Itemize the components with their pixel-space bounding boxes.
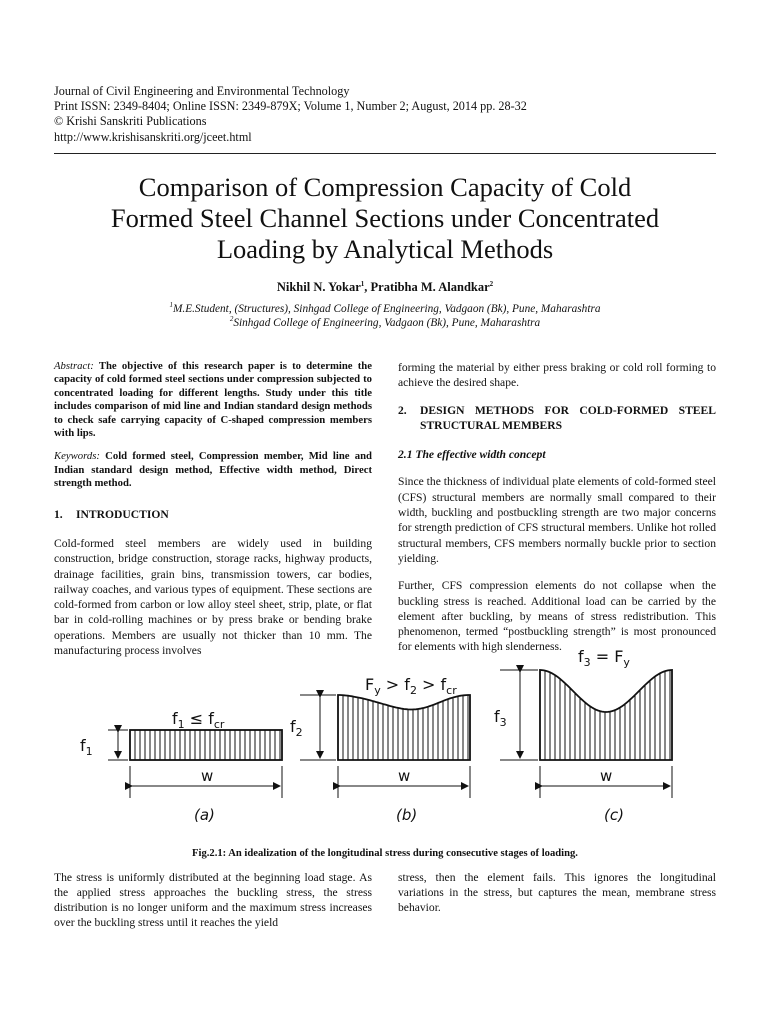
effective-width-paragraph-2: Further, CFS compression elements do not collapse when the buckling stress is reached. Additional load can be carried by the element after buckling, by means of stress redistribution. This phenomenon, termed “postbuckling strength” is most pronounced for elements with high slenderness.	[398, 579, 716, 654]
panel-a-w-label: w	[201, 767, 214, 785]
panel-c-stress-label: $f_3 = F_y$	[578, 647, 630, 669]
section-heading-design-methods	[398, 403, 716, 434]
section-number: 2.	[398, 403, 407, 417]
bottom-left-paragraph: The stress is uniformly distributed at the beginning load stage. As the applied stress approaches the buckling stress, the stress distribution is no longer uniform and the maximum stress increases over the buckling stress until it reaches the yield	[54, 871, 372, 929]
section-title: DESIGN METHODS FOR COLD-FORMED STEEL STRUCTURAL MEMBERS	[420, 403, 716, 432]
affiliation-2-text: Sinhgad College of Engineering, Vadgaon (Bk), Pune, Maharashtra	[233, 316, 541, 329]
panel-a-diagram	[80, 709, 282, 824]
affiliation-1	[54, 303, 716, 317]
title-line-1: Comparison of Compression Capacity of Cold	[138, 172, 632, 202]
author-2-sup: 2	[489, 279, 494, 288]
panel-b-w-label: w	[398, 767, 411, 785]
keywords-label: Keywords:	[54, 450, 100, 463]
author-2: Pratibha M. Alandkar	[370, 280, 490, 294]
author-separator: ,	[364, 280, 371, 294]
introduction-paragraph: Cold-formed steel members are widely used in building construction, bridge construction, storage racks, highway products, drainage facilities, grain bins, transmission towers, car bodies, railway coaches, and various types of equipment. These sections are cold-formed from carbon or low alloy steel sheet, strip, plate, or flat bar in cold-rolling machines or by press brake or bending brake operations. Members are usually not thicker than 10 mm. The manufacturing process involves	[54, 536, 372, 658]
affiliations	[54, 303, 716, 330]
abstract-label: Abstract:	[54, 360, 94, 372]
journal-header	[54, 84, 527, 145]
affiliation-2-sup: 2	[229, 314, 234, 323]
affiliation-2	[54, 314, 716, 331]
bottom-right-paragraph: stress, then the element fails. This ignores the longitudinal variations in the stress, but captures the mean, membrane stress behavior.	[398, 871, 716, 914]
abstract	[54, 360, 372, 440]
journal-publisher: © Krishi Sanskriti Publications	[54, 114, 207, 129]
figure-caption: Fig.2.1: An idealization of the longitudinal stress during consecutive stages of loading.	[192, 848, 578, 859]
panel-b-diagram	[290, 675, 470, 824]
continued-paragraph: forming the material by either press braking or cold roll forming to achieve the desired shape.	[398, 361, 716, 390]
panel-b-f-label: $f_2$	[290, 717, 303, 739]
author-list	[54, 280, 716, 295]
journal-url[interactable]: http://www.krishisanskriti.org/jceet.html	[54, 129, 252, 144]
header-divider	[54, 153, 716, 154]
panel-b-caption: (b)	[396, 806, 418, 824]
panel-c-f-label: $f_3$	[494, 707, 507, 729]
section-heading-introduction	[54, 507, 372, 522]
panel-b-stress-label: $F_y > f_2 > f_{cr}$	[365, 675, 457, 697]
panel-c-diagram	[494, 647, 672, 824]
left-column	[54, 360, 372, 670]
section-title: INTRODUCTION	[76, 507, 169, 521]
keywords-text: Cold formed steel, Compression member, Mid line and Indian standard design method, Effective width method, Direct strength method.	[54, 450, 372, 490]
panel-c-caption: (c)	[604, 806, 624, 824]
panel-a-caption: (a)	[194, 806, 215, 824]
effective-width-paragraph-1: Since the thickness of individual plate elements of cold-formed steel (CFS) structural members are normally small compared to their width, buckling and postbuckling strength are two major concerns for strength prediction of CFS structural members. Unlike hot rolled structural members, CFS members normally buckle prior to section yielding.	[398, 475, 716, 565]
paper-title	[54, 172, 716, 265]
abstract-text: The objective of this research paper is to determine the capacity of cold formed steel sections under compression subjected to concentrated loading for different lengths. Study under this title includes comparison of mid line and Indian standard design methods to check safe carrying capacity of C-shaped compression members with lips.	[54, 360, 372, 440]
keywords	[54, 450, 372, 490]
panel-a-f-label: $f_1$	[80, 736, 93, 758]
panel-c-w-label: w	[600, 767, 613, 785]
affiliation-1-sup: 1	[169, 301, 173, 310]
panel-a-stress-label: $f_1 \le f_{cr}$	[172, 709, 225, 731]
author-1: Nikhil N. Yokar	[276, 280, 361, 294]
journal-issn: Print ISSN: 2349-8404; Online ISSN: 2349-879X; Volume 1, Number 2; August, 2014 pp. 28-32	[54, 99, 527, 114]
right-column	[398, 360, 716, 667]
journal-name: Journal of Civil Engineering and Environmental Technology	[54, 84, 350, 98]
title-line-2: Formed Steel Channel Sections under Concentrated	[110, 203, 660, 233]
title-line-3: Loading by Analytical Methods	[216, 234, 554, 264]
author-1-sup: 1	[360, 279, 365, 288]
section-number: 1.	[54, 507, 63, 521]
stress-distribution-figure	[80, 640, 700, 830]
subsection-heading: 2.1 The effective width concept	[398, 448, 546, 462]
affiliation-1-text: M.E.Student, (Structures), Sinhgad College of Engineering, Vadgaon (Bk), Pune, Maharashtra	[172, 303, 601, 315]
